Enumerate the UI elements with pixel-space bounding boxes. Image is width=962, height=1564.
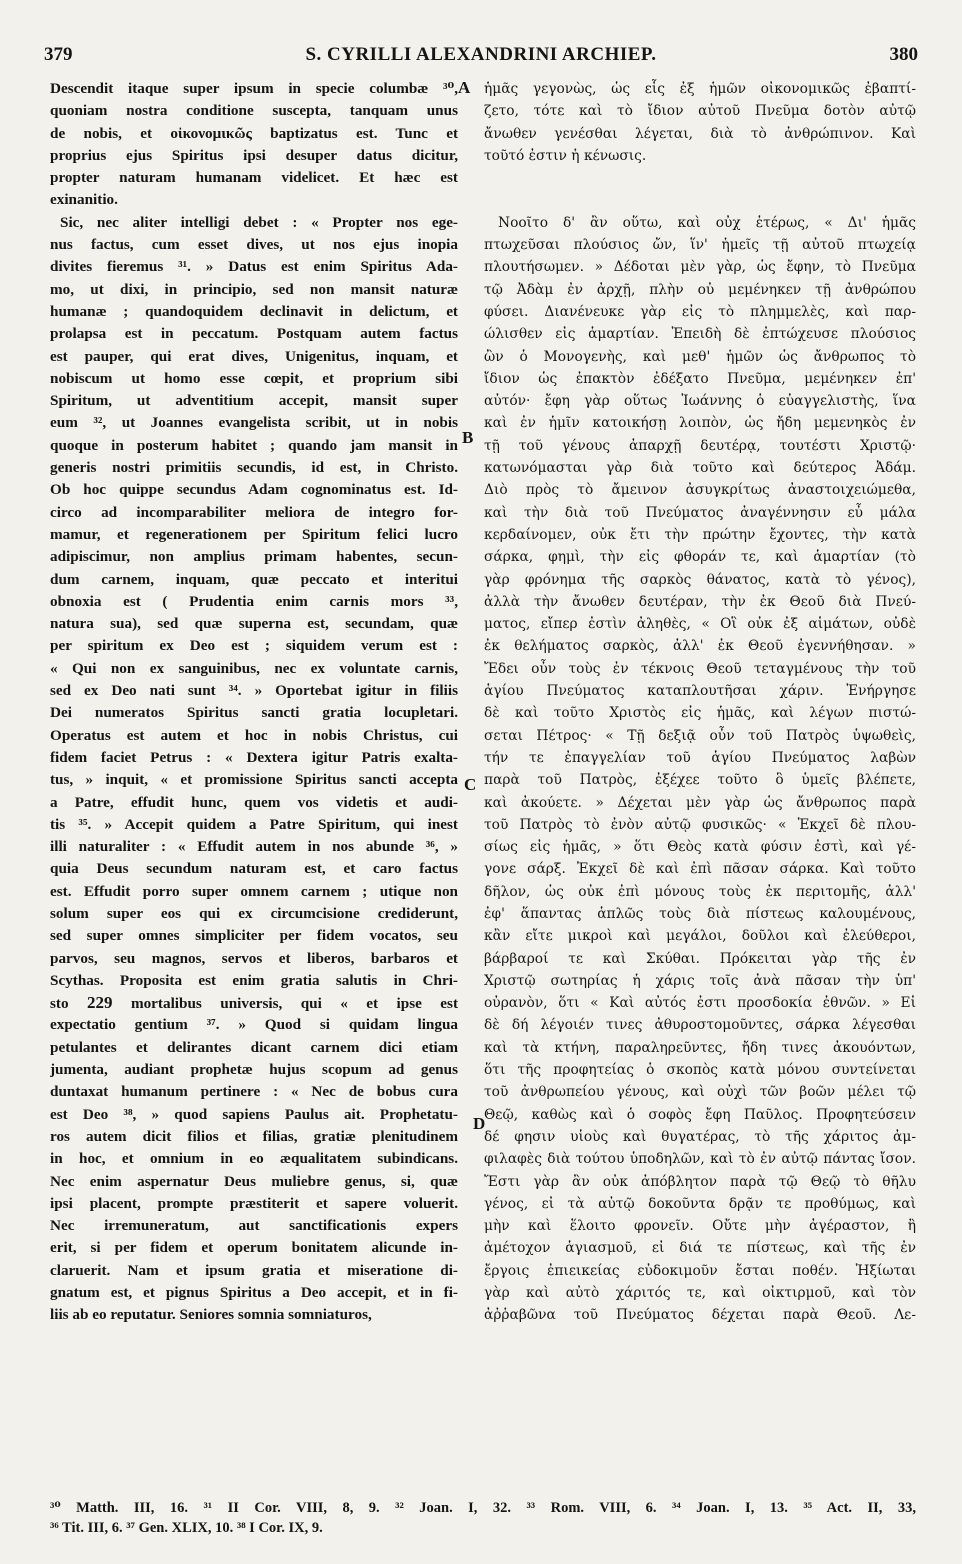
latin-line: Descendit itaque super ipsum in specie columbæ ³⁰, xyxy=(50,80,458,97)
greek-line: τοῦ Πατρὸς τὸ ἐνὸν αὐτῷ φυσικῶς· « Ἐκχεῖ δὲ πλου- xyxy=(484,816,916,833)
greek-line: δὲ δή λέγοιέν τινες ἀθυροστομοῦντες, σάρκα λέγεσθαι xyxy=(484,1017,916,1034)
greek-line: τήν τε ἐπαγγελίαν τοῦ ἁγίου Πνεύματος λαβὼν xyxy=(484,749,916,766)
latin-line-rest: mortalibus universis, qui « et ipse est xyxy=(130,995,458,1013)
greek-line: ἁγίου Πνεύματος καταπλουτῆσαι χάριν. Ἐνήργησε xyxy=(484,683,916,700)
greek-line: κερδαίνομεν, οὐκ ἔτι τὴν πρώτην ἔχοντες, τὴν κατὰ xyxy=(484,526,916,543)
greek-line: τῇ τοῦ γένους ἀπαρχῇ δευτέρᾳ, τουτέστι Χριστῷ· xyxy=(484,437,916,454)
latin-line: est pauper, qui erat dives, Unigenitus, inquam, et xyxy=(50,347,458,365)
greek-line: ματος, εἴπερ ἐστὶν ἀληθὲς, « Οἳ οὐκ ἐξ αἱμάτων, οὐδὲ xyxy=(484,616,916,633)
greek-line: γὰρ φρόνημα τῆς σαρκὸς θάνατος, κατὰ τὸ γένος), xyxy=(484,571,916,588)
greek-line: γένος, εἰ τὰ αὐτῷ δοκοῦντα δρᾷν τε προθύμως, καὶ xyxy=(484,1195,916,1212)
latin-line: per spiritum ex Deo est ; siquidem verum est : xyxy=(50,637,458,655)
greek-line: ζετο, τότε καὶ τὸ ἴδιον αὐτοῦ Πνεῦμα δοτὸν αὐτῷ xyxy=(484,103,916,120)
greek-line: σεται Πέτρος· « Τῇ δεξιᾷ οὖν τοῦ Πατρὸς ὑψωθεὶς, xyxy=(484,727,916,744)
latin-line: propter naturam humanam videlicet. Et hæc est xyxy=(50,169,458,187)
latin-line: duntaxat humanum pertinere : « Nec de bobus cura xyxy=(50,1083,458,1101)
page-number-right: 380 xyxy=(889,44,918,65)
latin-line: eum ³², ut Joannes evangelista scribit, ut in nobis xyxy=(50,414,458,432)
latin-line: exinanitio. xyxy=(50,191,118,209)
greek-line: Διὸ πρὸς τὸ ἄμεινον ἀσυγκρίτως ἀναστοιχειώμεθα, xyxy=(484,482,916,499)
greek-line: τοῦτό ἐστιν ἡ κένωσις. xyxy=(484,147,647,164)
greek-line: σίως εἰς ἡμᾶς, » ὅτι Θεὸς κατὰ φύσιν ἐστὶ, καὶ γέ- xyxy=(484,839,916,856)
latin-line: sed ex Deo nati sunt ³⁴. » Oportebat igitur in filiis xyxy=(50,682,458,700)
latin-line: dum carnem, inquam, quæ peccato et interitui xyxy=(50,570,458,588)
latin-line: Nec enim aspernatur Deus muliebre genus, si, quæ xyxy=(50,1172,458,1190)
latin-line: humanæ ; quandoquidem declinavit in delictum, et xyxy=(50,302,458,320)
greek-line: μὴν καὶ ἕλοιτο φρονεῖν. Οὔτε μὴν ἀγέραστον, ἢ xyxy=(484,1218,916,1235)
latin-line: ipsi placent, prompte præstiterit et sapere voluerit. xyxy=(50,1194,458,1212)
greek-line: δὲ καὶ τοῦτο Χριστὸς εἰς ἡμᾶς, καὶ λέγων πιστώ- xyxy=(484,705,916,722)
greek-line: παρὰ τοῦ Πατρὸς, ἐξέχεε τοῦτο ὃ ὑμεῖς βλέπετε, xyxy=(484,772,916,789)
greek-line: ἐκ θελήματος σαρκὸς, ἀλλ' ἐκ Θεοῦ ἐγεννήθησαν. » xyxy=(484,638,916,655)
greek-line: καὶ ἐν ἡμῖν κατοικήσῃ λοιπὸν, ὡς ἤδη μεμενηκὸς ἐν xyxy=(484,415,916,432)
latin-line: tis ³⁵. » Accepit quidem a Patre Spiritum, qui inest xyxy=(50,815,458,833)
greek-line: Νοοῖτο δ' ἂν οὕτω, καὶ οὐχ ἑτέρως, « Δι' ἡμᾶς xyxy=(498,214,916,231)
latin-line: liis ab eo reputatur. Seniores somnia somniaturos, xyxy=(50,1306,372,1324)
latin-line xyxy=(50,992,458,1014)
latin-line: Spiritum, ut adventitium accepit, mansit super xyxy=(50,392,458,410)
greek-line: ἀμέτοχον ἁγιασμοῦ, εἰ διά τε πίστεως, καὶ τῆς ἐν xyxy=(484,1240,916,1257)
greek-line: φύσει. Διανένευκε γὰρ εἰς τὸ πλημμελὲς, καὶ παρ- xyxy=(484,303,916,320)
latin-line: quoniam nostra conditione suscepta, tanquam unus xyxy=(50,102,458,120)
greek-line: βάρβαροί τε καὶ Σκύθαι. Πρόκειται γὰρ τῆς ἐν xyxy=(484,950,916,967)
page-header xyxy=(44,44,918,70)
latin-line: est. Effudit porro super omnem carnem ; utique non xyxy=(50,882,458,900)
latin-line: obnoxia est ( Prudentia enim carnis mors ³³, xyxy=(50,592,458,610)
greek-line: ἔργοις ἐπιεικείας εὐδοκιμοῦν ἔσται ποθέν. Ἠξίωται xyxy=(484,1262,916,1279)
latin-line: generis nostri primitiis secundis, id est, in Christo. xyxy=(50,459,458,477)
greek-line: κἂν εἴτε μικροὶ καὶ μεγάλοι, δοῦλοι καὶ ἐλεύθεροι, xyxy=(484,928,916,945)
latin-line: jumenta, audiant prophetæ hujus scopum ad genus xyxy=(50,1061,458,1079)
greek-line: ώλισθεν εἰς ἁμαρτίαν. Ἐπειδὴ δὲ ἐπτώχευσε πλούσιος xyxy=(484,326,916,343)
latin-line: gnatum est, et pignus Spiritus a Deo accepit, et in fi- xyxy=(50,1284,458,1302)
greek-line: ὅτι τῆς προφητείας ὁ σκοπὸς κατὰ μόνου συντείνεται xyxy=(484,1062,916,1079)
greek-line: ὢν ὁ Μονογενὴς, καὶ μεθ' ἡμῶν ὡς ἄνθρωπος τὸ xyxy=(484,348,916,365)
latin-line: sed super omnes simpliciter per fidem vocatos, seu xyxy=(50,927,458,945)
latin-line: Sic, nec aliter intelligi debet : « Propter nos ege- xyxy=(60,213,458,231)
margin-marker-b: B xyxy=(462,428,474,447)
latin-line: petulantes et delirantes dicant carnem dici etiam xyxy=(50,1038,458,1056)
latin-line: erit, si per fidem et operum bonitatem alicunde in- xyxy=(50,1239,458,1257)
greek-line: καὶ τὴν διὰ τοῦ Πνεύματος ἀναγέννησιν εὖ μάλα xyxy=(484,504,916,521)
latin-line: a Patre, effudit hunc, quem vos videtis et audi- xyxy=(50,793,458,811)
greek-line: τοῦ ἀνθρωπείου γένους, καὶ οὐχὶ τῶν βοῶν μέλει τῷ xyxy=(484,1084,916,1101)
greek-line: ἡμᾶς γεγονὼς, ὡς εἷς ἐξ ἡμῶν οἰκονομικῶς ἐβαπτί- xyxy=(484,81,916,97)
latin-line: de nobis, et οἰκονομικῶς baptizatus est. Tunc et xyxy=(50,124,458,142)
greek-line: ἀῤῥαβῶνα τοῦ Πνεύματος δέχεται παρὰ Θεοῦ. Λε- xyxy=(484,1307,916,1324)
greek-line: οὐρανὸν, ὅτι « Καὶ αὐτός ἐστι προσδοκία ἐθνῶν. » Εἰ xyxy=(484,995,916,1012)
page-mark: 229 xyxy=(87,993,113,1013)
greek-line: καὶ τὰ κτήνη, παραληρεῦντες, ἤδη τινες ἀκουόντων, xyxy=(484,1039,916,1056)
latin-line: prolapsa est in peccatum. Postquam autem factus xyxy=(50,325,458,343)
greek-line: ἐφ' ἅπαντας ἁπλῶς τοὺς διὰ πίστεως καλουμένους, xyxy=(484,905,916,922)
greek-line: φιλαφὲς διὰ τούτου ὑποδηλῶν, καὶ τὸ ἐν αὐτῷ πάντας ἴσον. xyxy=(484,1151,916,1168)
greek-line: γονε σάρξ. Ἐκχεῖ δὲ καὶ ἐπὶ πᾶσαν σάρκα. Καὶ τοῦτο xyxy=(484,861,916,878)
latin-line: mo, ut dixi, in principio, sed non mansit naturæ xyxy=(50,280,458,298)
greek-column xyxy=(484,78,916,1327)
greek-line: πλουτήσωμεν. » Δέδοται μὲν γὰρ, ὡς ἔφην, τὸ Πνεῦμα xyxy=(484,259,916,276)
greek-line xyxy=(484,167,916,189)
greek-line: δέ φησιν υἱοὺς καὶ θυγατέρας, τὸ τῆς χάριτος ἀμ- xyxy=(484,1128,916,1145)
greek-line: Ἔστι γὰρ ἂν οὐκ ἀπόβλητον παρὰ τῷ Θεῷ τὸ θῆλυ xyxy=(484,1173,916,1190)
greek-line: Χριστῷ σωτηρίας ἡ χάρις τοῖς ἀνὰ πᾶσαν τὴν ὑπ' xyxy=(484,972,916,989)
latin-line-start: sto xyxy=(50,995,69,1013)
latin-line: claruerit. Nam et ipsum gratia et miseratione di- xyxy=(50,1261,458,1279)
latin-line: circo ad incomparabiliter meliora de integro for- xyxy=(50,503,458,521)
latin-line: est Deo ³⁸, » quod sapiens Paulus ait. Prophetatu- xyxy=(50,1105,458,1123)
page-number-left: 379 xyxy=(44,44,73,65)
footnotes xyxy=(50,1498,916,1538)
latin-line: quia Deus secundum naturam est, et caro factus xyxy=(50,860,458,878)
latin-line: natura sua), sed quæ superna est, secundam, quæ xyxy=(50,615,458,633)
margin-marker-a: A xyxy=(458,78,471,97)
latin-line: illi naturaliter : « Effudit autem in nos abunde ³⁶, » xyxy=(50,838,458,856)
latin-line: proprius ejus Spiritus ipsi desuper datus dicitur, xyxy=(50,146,458,164)
latin-line: parvos, seu magnos, servos et liberos, barbaros et xyxy=(50,949,458,967)
latin-line: solum super eos qui ex circumcisione crediderunt, xyxy=(50,904,458,922)
greek-line: αὐτόν· ἔφη γὰρ οὕτως Ἰωάννης ὁ εὐαγγελιστὴς, ἵνα xyxy=(484,393,916,410)
greek-line: Θεῷ, καθὼς καὶ ὁ σοφὸς ἔφη Παῦλος. Προφητεύσειν xyxy=(484,1106,916,1123)
latin-line: Dei numeratos Spiritus sancti gratia locupletari. xyxy=(50,704,458,722)
latin-line: « Qui non ex sanguinibus, nec ex voluntate carnis, xyxy=(50,659,458,677)
greek-line: καὶ ἀκούετε. » Δέχεται μὲν γὰρ ὡς ἄνθρωπος παρὰ xyxy=(484,794,916,811)
running-title: S. CYRILLI ALEXANDRINI ARCHIEP. xyxy=(305,44,657,65)
greek-line: ἄνωθεν γενέσθαι λέγεται, διὰ τὸ ἀνθρώπινον. Καὶ xyxy=(484,125,916,142)
greek-line: ἀλλὰ τὴν ἄνωθεν δευτέραν, τὴν ἐκ Θεοῦ διὰ Πνεύ- xyxy=(484,593,916,610)
greek-line: ἴδιον ὡς ἐπακτὸν ἐδέξατο Πνεῦμα, μεμένηκεν ἐπ' xyxy=(484,370,916,387)
latin-line: fidem faciet Petrus : « Dextera igitur Patris exalta- xyxy=(50,748,458,766)
greek-line xyxy=(484,189,916,211)
latin-line: ros autem dicit filios et filias, gratiæ plenitudinem xyxy=(50,1127,458,1145)
footnote-line: ³⁰ Matth. III, 16. ³¹ II Cor. VIII, 8, 9. ³² Joan. I, 32. ³³ Rom. VIII, 6. ³⁴ Joan. I, 13. ³⁵ Act. II, 33, xyxy=(50,1500,916,1516)
latin-line: nobiscum ut homo esse cœpit, et proprium sibi xyxy=(50,369,458,387)
latin-line: nus factus, cum esset dives, ut nos ejus inopia xyxy=(50,236,458,254)
footnote-line: ³⁶ Tit. III, 6. ³⁷ Gen. XLIX, 10. ³⁸ I Cor. IX, 9. xyxy=(50,1520,323,1536)
greek-line: σάρκα, φημὶ, τὴν εἰς φθοράν τε, καὶ ἁμαρτίαν (τὸ xyxy=(484,549,916,566)
greek-line: Ἔδει οὖν τοὺς ἐν τέκνοις Θεοῦ τεταγμένους τὴν τοῦ xyxy=(484,660,916,677)
latin-line: quoque in posterum habitet ; quando jam mansit in xyxy=(50,436,458,454)
latin-line: in hoc, et omnium in eo æqualitatem subindicans. xyxy=(50,1150,458,1168)
latin-line: divites fieremus ³¹. » Datus est enim Spiritus Ada- xyxy=(50,258,458,276)
latin-line: Scythas. Proposita est enim gratia salutis in Chri- xyxy=(50,971,458,989)
greek-line: τῷ Ἀδὰμ ἐν ἀρχῇ, πλὴν οὐ μεμένηκεν τῇ ἀνθρώπου xyxy=(484,281,916,298)
margin-marker-d: D xyxy=(473,1114,486,1133)
latin-line: Operatus est autem et hoc in nobis Christus, cui xyxy=(50,726,458,744)
latin-line: Ob hoc quippe secundus Adam cognominatus est. Id- xyxy=(50,481,458,499)
latin-line: tus, » inquit, « et promissione Spiritus sancti accepta xyxy=(50,771,458,789)
margin-marker-c: C xyxy=(464,775,477,794)
latin-line: expectatio gentium ³⁷. » Quod si quidam lingua xyxy=(50,1016,458,1034)
latin-column xyxy=(50,78,458,1327)
latin-line: mamur, et regenerationem per Spiritum felici lucro xyxy=(50,525,458,543)
latin-line: adipiscimur, non amplius primam habentes, secun- xyxy=(50,548,458,566)
greek-line: δῆλον, ὡς οὐκ ἐπὶ μόνους τοὺς ἐκ περιτομῆς, ἀλλ' xyxy=(484,883,916,900)
greek-line: κατωνόμασται γὰρ διὰ τοῦτο καὶ δεύτερος Ἀδάμ. xyxy=(484,460,916,477)
latin-line: Nec irremuneratum, aut sanctificationis expers xyxy=(50,1217,458,1235)
greek-line: γὰρ καὶ αὐτὸ χάριτός τε, καὶ οἰκτιρμοῦ, καὶ τὸν xyxy=(484,1285,916,1302)
greek-line: πτωχεῦσαι πλούσιος ὤν, ἵν' ἡμεῖς τῇ αὐτοῦ πτωχείᾳ xyxy=(484,237,916,254)
